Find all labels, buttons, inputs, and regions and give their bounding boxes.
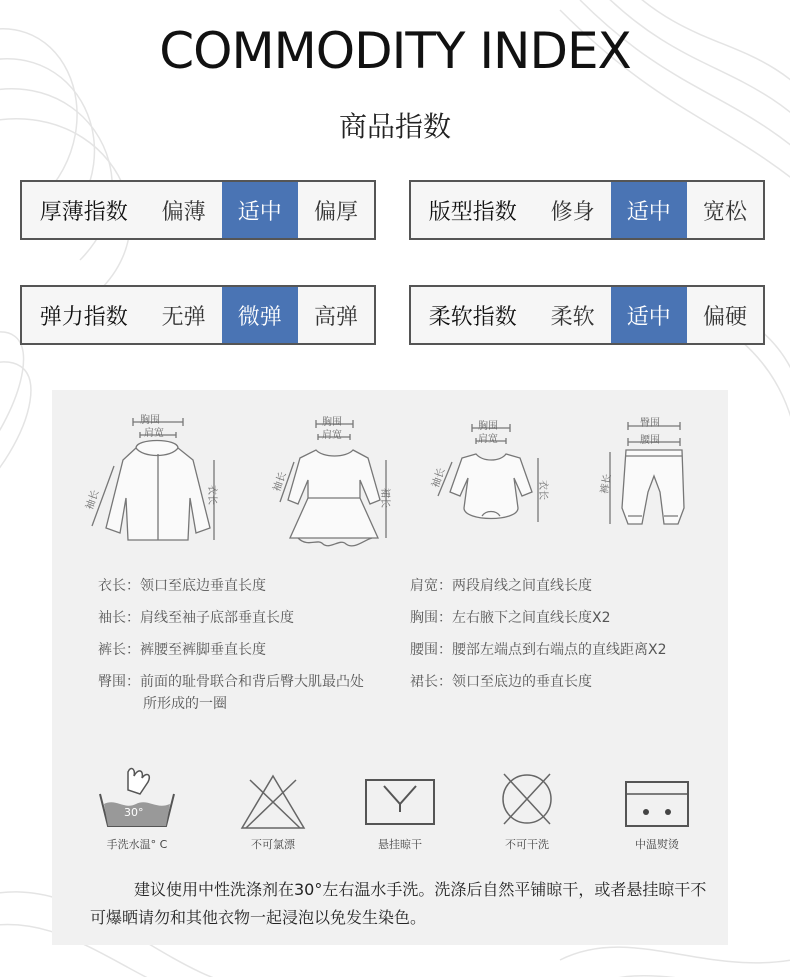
jacket-diagram: [78, 408, 228, 558]
index-option-selected: 微弹: [222, 287, 298, 343]
definition-sleeve: 袖长：肩线至袖子底部垂直长度: [98, 610, 294, 626]
waist-label: 腰围: [640, 435, 660, 446]
dress-diagram: [268, 410, 398, 560]
chest-label: 胸围: [140, 415, 160, 426]
pants-diagram: [598, 412, 708, 542]
svg-text:30°: 30°: [124, 806, 144, 819]
index-option: 修身: [550, 199, 595, 225]
definition-shoulder: 肩宽：两段肩线之间直线长度: [410, 578, 592, 594]
care-instructions: 建议使用中性洗涤剂在30°左右温水手洗。洗涤后自然平铺晾干，或者悬挂晾干不可爆晒请勿和其他衣物一起浸泡以免发生染色。: [90, 880, 707, 927]
definition-length: 衣长：领口至底边垂直长度: [98, 578, 266, 594]
hand-wash-label: 手洗水温° C: [106, 838, 168, 851]
definition-hip-cont: 所形成的一圈: [143, 696, 227, 712]
sleeve-label: 袖长: [271, 470, 289, 494]
skirt-label: 裙长: [379, 488, 390, 508]
pants-length-label: 裤长: [599, 473, 614, 495]
sleeve-label: 袖长: [430, 466, 448, 490]
length-label: 衣长: [537, 480, 548, 500]
index-option: 宽松: [702, 199, 747, 225]
thickness-index: [20, 180, 376, 240]
page-subtitle: 商品指数: [338, 110, 451, 143]
index-label: 柔软指数: [428, 304, 517, 330]
length-label: 衣长: [206, 485, 217, 505]
index-option-selected: 适中: [222, 182, 298, 238]
index-label: 版型指数: [428, 199, 517, 225]
index-option-selected: 适中: [611, 182, 687, 238]
index-option: 偏硬: [702, 304, 747, 330]
elasticity-index: [20, 285, 376, 345]
hang-dry-label: 悬挂晾干: [378, 838, 422, 851]
fit-index: [409, 180, 765, 240]
shoulder-label: 肩宽: [144, 428, 164, 439]
page-title: COMMODITY INDEX: [159, 22, 631, 80]
definition-chest: 胸围：左右腋下之间直线长度X2: [410, 610, 611, 626]
sleeve-label: 袖长: [84, 488, 102, 512]
index-label: 厚薄指数: [39, 199, 128, 225]
index-option: 偏薄: [161, 199, 206, 225]
no-dry-clean-label: 不可干洗: [505, 838, 549, 851]
softness-index: [409, 285, 765, 345]
index-label: 弹力指数: [39, 304, 128, 330]
index-option: 柔软: [550, 304, 595, 330]
hand-wash-icon: [94, 764, 180, 832]
definition-hip: 臀围：前面的耻骨联合和背后臀大肌最凸处: [98, 674, 364, 690]
no-bleach-label: 不可氯漂: [251, 838, 295, 851]
medium-iron-label: 中温熨烫: [635, 838, 679, 851]
shoulder-label: 肩宽: [322, 430, 342, 441]
index-option-selected: 适中: [611, 287, 687, 343]
hang-dry-icon: [364, 776, 436, 828]
hip-label: 臀围: [640, 418, 660, 429]
definition-pants: 裤长：裤腰至裤脚垂直长度: [98, 642, 266, 658]
definition-skirt: 裙长：领口至底边的垂直长度: [410, 674, 592, 690]
definition-waist: 腰围：腰部左端点到右端点的直线距离X2: [410, 642, 667, 658]
index-option: 偏厚: [313, 199, 358, 225]
index-option: 无弹: [161, 304, 206, 330]
romper-diagram: [428, 412, 558, 552]
medium-iron-icon: [624, 780, 690, 828]
no-bleach-icon: [238, 772, 308, 832]
shoulder-label: 肩宽: [478, 434, 498, 445]
chest-label: 胸围: [322, 417, 342, 428]
index-option: 高弹: [313, 304, 358, 330]
no-dry-clean-icon: [498, 770, 556, 828]
chest-label: 胸围: [478, 421, 498, 432]
